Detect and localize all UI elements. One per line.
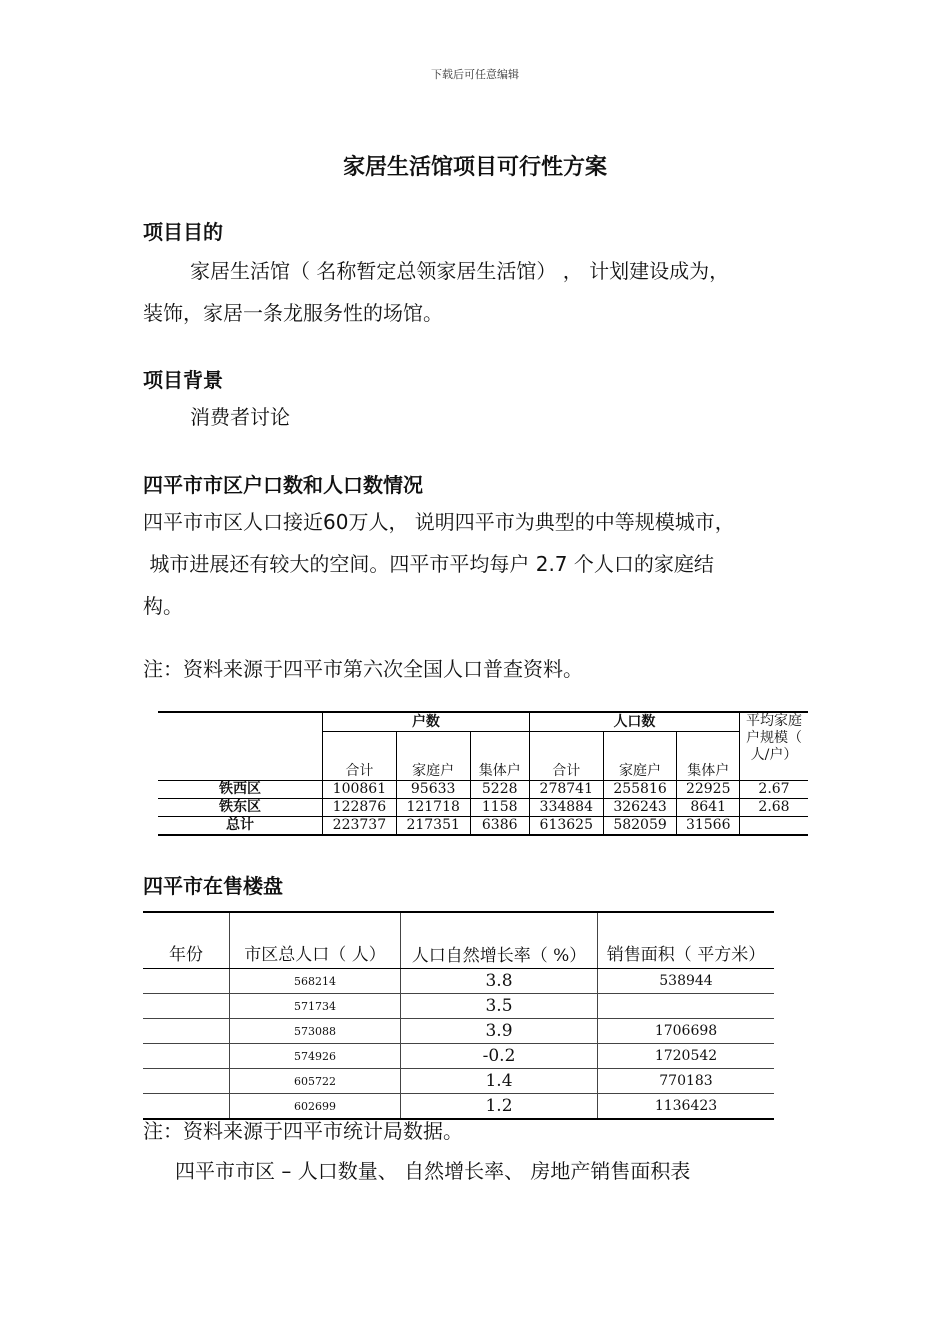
cell-population: 573088	[230, 1019, 401, 1044]
cell: 613625	[529, 817, 603, 836]
purpose-heading: 项目目的	[143, 220, 223, 244]
table-row	[143, 1019, 774, 1044]
row-label: 铁西区	[158, 781, 323, 799]
cell-area: 770183	[598, 1069, 775, 1094]
purpose-line-1: 家居生活馆（ 名称暂定总领家居生活馆） ， 计划建设成为，	[190, 259, 730, 283]
table1-group-population: 人口数	[529, 712, 739, 732]
population-line-3: 构。	[143, 594, 183, 618]
row-label: 总计	[158, 817, 323, 836]
table-row	[143, 1069, 774, 1094]
table1-corner	[158, 712, 323, 732]
header-note: 下载后可任意编辑	[431, 68, 519, 81]
cell: 22925	[677, 781, 740, 799]
table1-subheader: 集体户	[677, 732, 740, 781]
population-line-2: 城市进展还有较大的空间。四平市平均每户 2.7 个人口的家庭结	[143, 552, 714, 576]
cell-growth: 1.4	[401, 1069, 598, 1094]
cell: 278741	[529, 781, 603, 799]
cell-year	[143, 994, 230, 1019]
cell: 5228	[470, 781, 529, 799]
table-row	[143, 994, 774, 1019]
cell-population: 568214	[230, 969, 401, 994]
cell-growth: 3.5	[401, 994, 598, 1019]
cell: 217351	[396, 817, 470, 836]
cell-year	[143, 969, 230, 994]
document-title: 家居生活馆项目可行性方案	[342, 155, 607, 180]
table-row	[143, 1044, 774, 1069]
cell: 6386	[470, 817, 529, 836]
table1-corner-lower	[158, 732, 323, 781]
cell: 121718	[396, 799, 470, 817]
cell: 326243	[603, 799, 677, 817]
background-heading: 项目背景	[143, 368, 223, 392]
table-row	[158, 799, 808, 817]
cell: 255816	[603, 781, 677, 799]
source-note-1: 注：资料来源于四平市第六次全国人口普查资料。	[143, 657, 583, 681]
cell: 100861	[323, 781, 397, 799]
header-growth: 人口自然增长率（ %）	[401, 912, 598, 969]
cell-population: 602699	[230, 1094, 401, 1120]
cell: 582059	[603, 817, 677, 836]
cell-area: 1706698	[598, 1019, 775, 1044]
population-sales-table	[143, 911, 774, 1120]
cell: 8641	[677, 799, 740, 817]
cell-year	[143, 1019, 230, 1044]
table1-subheader: 家庭户	[396, 732, 470, 781]
cell: 1158	[470, 799, 529, 817]
source-note-2: 注：资料来源于四平市统计局数据。	[143, 1119, 463, 1143]
cell-area	[598, 994, 775, 1019]
cell-area: 1136423	[598, 1094, 775, 1120]
table-row	[158, 817, 808, 836]
cell: 122876	[323, 799, 397, 817]
cell-growth: 1.2	[401, 1094, 598, 1120]
table-caption: 四平市市区 – 人口数量、 自然增长率、 房地产销售面积表	[175, 1159, 691, 1183]
background-text: 消费者讨论	[190, 405, 290, 429]
header-population: 市区总人口（ 人）	[230, 912, 401, 969]
cell-population: 605722	[230, 1069, 401, 1094]
cell: 2.68	[740, 799, 809, 817]
cell-growth: 3.8	[401, 969, 598, 994]
household-population-table	[158, 711, 808, 836]
cell-population: 571734	[230, 994, 401, 1019]
cell: 95633	[396, 781, 470, 799]
table-row	[158, 781, 808, 799]
header-area: 销售面积（ 平方米）	[598, 912, 775, 969]
market-heading: 四平市在售楼盘	[143, 874, 283, 898]
table-row	[143, 969, 774, 994]
table1-subheader: 合计	[323, 732, 397, 781]
table1-avg-header: 平均家庭户规模（ 人/户）	[740, 712, 809, 781]
cell-year	[143, 1069, 230, 1094]
cell	[740, 817, 809, 836]
table1-subheader: 家庭户	[603, 732, 677, 781]
header-year: 年份	[143, 912, 230, 969]
table1-subheader: 集体户	[470, 732, 529, 781]
population-heading: 四平市市区户口数和人口数情况	[143, 473, 423, 497]
cell-population: 574926	[230, 1044, 401, 1069]
cell-area: 538944	[598, 969, 775, 994]
row-label: 铁东区	[158, 799, 323, 817]
cell: 31566	[677, 817, 740, 836]
cell-growth: 3.9	[401, 1019, 598, 1044]
population-line-1: 四平市市区人口接近60万人， 说明四平市为典型的中等规模城市，	[143, 510, 735, 534]
table1-group-households: 户数	[323, 712, 530, 732]
cell: 334884	[529, 799, 603, 817]
cell-area: 1720542	[598, 1044, 775, 1069]
cell-year	[143, 1044, 230, 1069]
table1-subheader: 合计	[529, 732, 603, 781]
cell: 223737	[323, 817, 397, 836]
purpose-line-2: 装饰，家居一条龙服务性的场馆。	[143, 301, 443, 325]
cell: 2.67	[740, 781, 809, 799]
cell-growth: -0.2	[401, 1044, 598, 1069]
